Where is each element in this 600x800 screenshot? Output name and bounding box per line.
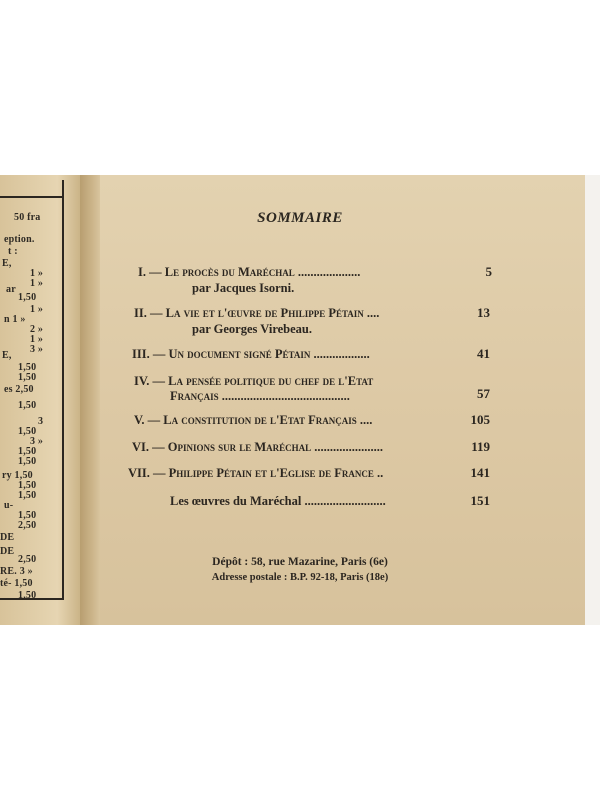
left-fragment: 1 » [30,278,44,289]
left-fragment: eption. [4,234,35,245]
left-fragment: 1 » [30,268,44,279]
entry-author: par Jacques Isorni. [192,281,295,295]
entry-page-number: 105 [470,412,490,427]
left-fragment: es 2,50 [4,384,34,395]
left-page-rule-top [0,196,64,198]
left-fragment: t : [8,246,18,257]
left-fragment: 1,50 [18,480,37,491]
left-fragment: n 1 » [4,314,26,325]
left-fragment: 1,50 [18,510,37,521]
entry-title: V. — La constitution de l'Etat Français .... [134,413,373,427]
left-fragment: u- [4,500,14,511]
left-fragment: 1,50 [18,490,37,501]
left-fragment: 1 » [30,334,44,345]
contents-entry-continuation [170,389,350,404]
entry-title-continuation: Français ......................................... [170,389,350,403]
entry-page-number: 41 [477,346,490,361]
entry-title: VII. — Philippe Pétain et l'Eglise de France .. [128,466,384,480]
left-fragment: DE [0,532,15,543]
contents-entry-author [192,281,294,296]
depot-address: Dépôt : 58, rue Mazarine, Paris (6e) [212,556,388,568]
left-fragment: 1,50 [18,446,37,457]
left-fragment: té- 1,50 [0,578,33,589]
left-fragment: ry 1,50 [2,470,33,481]
entry-page-number: 13 [477,305,490,320]
left-fragment: 2,50 [18,520,37,531]
contents-entry [170,494,386,509]
contents-title: SOMMAIRE [257,210,343,226]
left-fragment: DE [0,546,15,557]
entry-title: VI. — Opinions sur le Maréchal ...................... [132,440,384,454]
left-fragment: 1,50 [18,456,37,467]
left-fragment: 50 fra [14,212,41,223]
left-fragment: E, [2,258,12,269]
contents-entry [132,440,383,455]
entry-author: par Georges Virebeau. [192,322,313,336]
left-fragment: 1,50 [18,372,37,383]
entry-title: III. — Un document signé Pétain .................. [132,347,370,361]
entry-title: II. — La vie et l'œuvre de Philippe Pétain .... [134,306,380,320]
contents-entry [134,413,372,428]
left-fragment: 1,50 [18,426,37,437]
contents-entry [138,265,360,280]
left-fragment: E, [2,350,12,361]
entry-page-number: 5 [485,264,492,279]
left-fragment: 1 » [30,304,44,315]
entry-page-number: 141 [470,465,490,480]
left-fragment: ar [6,284,16,295]
left-fragment: 2,50 [18,554,37,565]
contents-entry [132,347,370,362]
left-fragment: RE. 3 » [0,566,33,577]
contents-entry [134,306,379,321]
entry-title: I. — Le procès du Maréchal .................... [138,265,361,279]
entry-page-number: 57 [477,386,490,401]
left-fragment: 1,50 [18,590,37,601]
left-fragment: 3 [38,416,44,427]
entry-page-number: 119 [471,439,490,454]
postal-address: Adresse postale : B.P. 92-18, Paris (18e) [211,572,389,583]
left-fragment: 1,50 [18,292,37,303]
left-fragment: 1,50 [18,400,37,411]
contents-entry-author [192,322,312,337]
left-fragment: 2 » [30,324,44,335]
contents-entry [134,374,373,389]
left-fragment: 3 » [30,436,44,447]
left-page-rule-vertical [62,180,64,600]
entry-title: IV. — La pensée politique du chef de l'Etat [134,374,374,388]
left-fragment: 1,50 [18,362,37,373]
left-fragment: 3 » [30,344,44,355]
entry-page-number: 151 [470,493,490,508]
entry-title: Les œuvres du Maréchal .......................... [170,494,386,508]
contents-entry [128,466,383,481]
